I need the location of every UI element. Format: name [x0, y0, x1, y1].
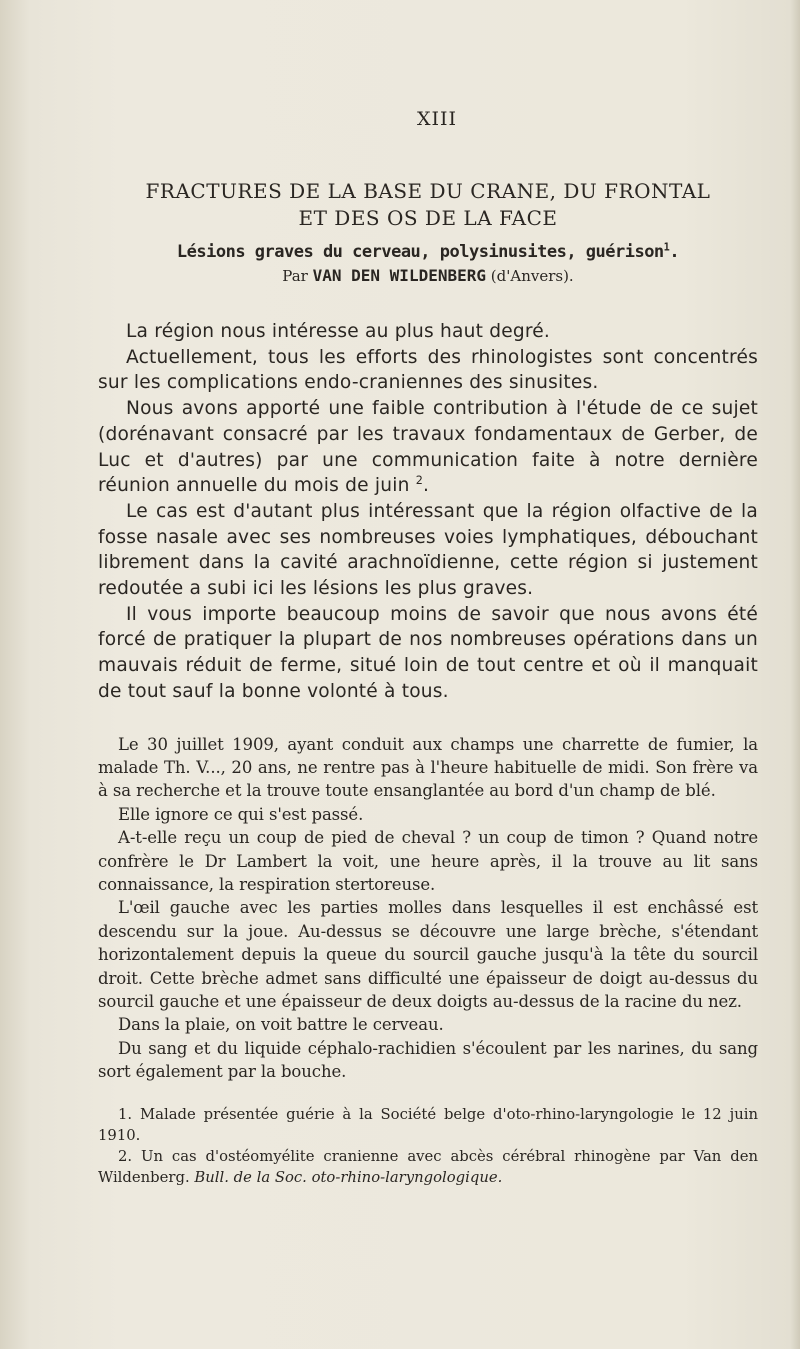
footnote-1: 1. Malade présentée guérie à la Société belge d'oto-rhino-laryngologie le 12 juin 1910.: [98, 1105, 758, 1144]
intro-paragraph: Actuellement, tous les efforts des rhinologistes sont concentrés sur les complications endo-craniennes des sinusites.: [98, 346, 758, 394]
footnote-ref-1: 1: [663, 242, 670, 254]
chapter-number: XIII: [416, 108, 458, 130]
case-paragraph: L'œil gauche avec les parties molles dans lesquelles il est enchâssé est descendu sur la joue. Au-dessus se découvre une large brèche, s'étendant horizontalement depuis la queue du sourcil gauche jusqu'à la tête du sourcil droit. Cette brèche admet sans difficulté une épaisseur de doigt au-dessus du sourcil gauche et une épaisseur de deux doigts au-dessus de la racine du nez.: [98, 898, 758, 1012]
byline-prefix: Par: [282, 267, 308, 285]
byline: [98, 266, 758, 285]
title-line-2: ET DES OS DE LA FACE: [298, 206, 558, 230]
author-name: VAN DEN WILDENBERG: [312, 266, 486, 285]
journal-title: Bull. de la Soc. oto-rhino-laryngologique.: [194, 1168, 503, 1186]
intro-paragraph: La région nous intéresse au plus haut degré.: [126, 321, 551, 342]
footnotes: [98, 1104, 758, 1188]
case-paragraph: A-t-elle reçu un coup de pied de cheval ? un coup de timon ? Quand notre confrère le Dr Lambert la voit, une heure après, il la trouve au lit sans connaissance, la respiration stertoreuse.: [98, 828, 758, 894]
footnote-ref-2: 2: [415, 474, 423, 488]
footnote-2: 2. Un cas d'ostéomyélite cranienne avec abcès cérébral rhinogène par Van den Wildenberg. Bull. de la Soc. oto-rhino-laryngologique.: [98, 1147, 758, 1186]
article-subtitle: Lésions graves du cerveau, polysinusites, guérison$^1$.: [176, 242, 680, 262]
case-paragraph: Du sang et du liquide céphalo-rachidien s'écoulent par les narines, du sang sort également par la bouche.: [98, 1038, 758, 1082]
case-report: [98, 733, 758, 1084]
subtitle-text: Lésions graves du cerveau, polysinusites, guérison: [176, 242, 664, 262]
case-paragraph: Dans la plaie, on voit battre le cerveau.: [118, 1015, 444, 1035]
intro-paragraph: Le cas est d'autant plus intéressant que la région olfactive de la fosse nasale avec ses nombreuses voies lymphatiques, débouchant librement dans la cavité arachnoïdienne, cette région si justement redoutée a subi ici les lésions les plus graves.: [98, 500, 758, 600]
article-title: [98, 178, 758, 232]
author-city: (d'Anvers).: [490, 267, 574, 285]
intro-paragraph: Il vous importe beaucoup moins de savoir que nous avons été forcé de pratiquer la plupart de nos nombreuses opérations dans un mauvais réduit de ferme, situé loin de tout centre et où il manquait de tout sauf la bonne volonté à tous.: [98, 603, 758, 702]
case-paragraph: Elle ignore ce qui s'est passé.: [118, 804, 364, 824]
title-line-1: FRACTURES DE LA BASE DU CRANE, DU FRONTAL: [145, 179, 711, 203]
case-paragraph: Le 30 juillet 1909, ayant conduit aux champs une charrette de fumier, la malade Th. V..., 20 ans, ne rentre pas à l'heure habituelle de midi. Son frère va à sa recherche et la trouve toute ensanglantée au bord d'un champ de blé.: [98, 734, 758, 801]
intro-section: [98, 319, 758, 705]
intro-paragraph: Nous avons apporté une faible contribution à l'étude de ce sujet (dorénavant consacré par les travaux fondamentaux de Gerber, de Luc et d'autres) par une communication faite à notre dernière réunion annuelle du mois de juin $^2$.: [98, 398, 758, 497]
